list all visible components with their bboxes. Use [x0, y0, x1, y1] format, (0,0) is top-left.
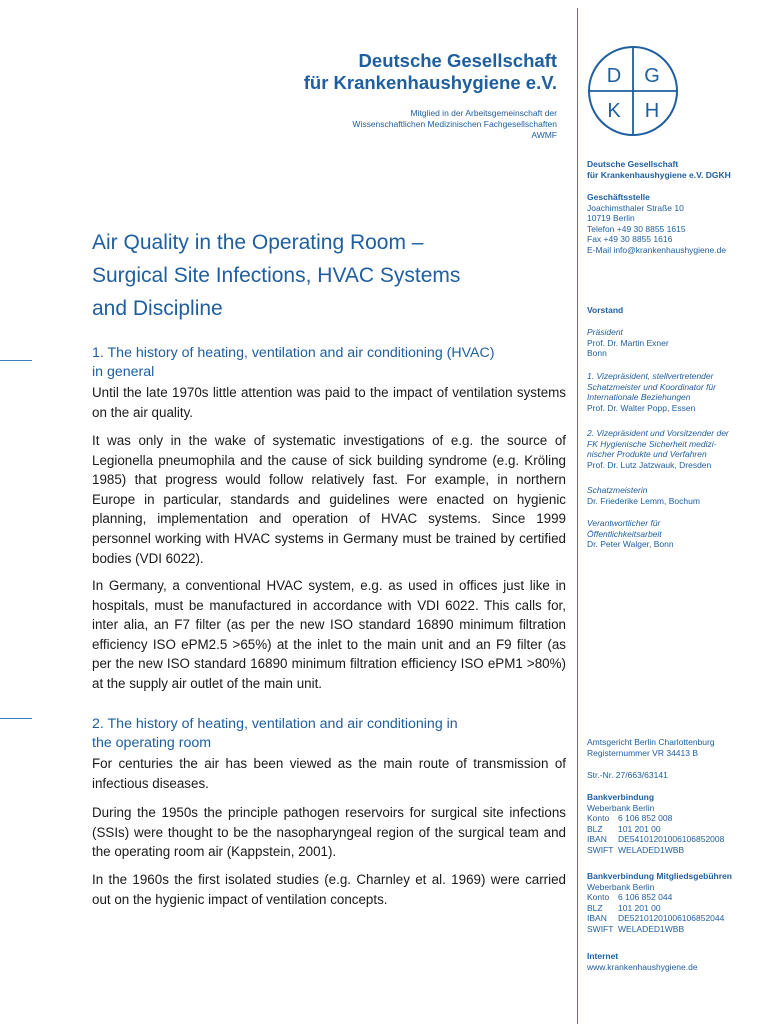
membership-note: Mitglied in der Arbeitsgemeinschaft der Wissenschaftlichen Medizinischen Fachgesellschaften AWMF	[352, 108, 557, 140]
email-link[interactable]: E-Mail info@krankenhaushygiene.de	[587, 244, 727, 255]
sidebar-pr: Verantwortlicher für Öffentlichkeitsarbeit Dr. Peter Walger, Bonn	[587, 518, 674, 549]
section-2-paragraph-3: In the 1960s the first isolated studies (e.g. Charnley et al. 1969) were carried out on the hygienic impact of ventilation concepts.	[92, 872, 566, 907]
section-1-heading: 1. The history of heating, ventilation and air conditioning (HVAC) in general	[92, 345, 495, 380]
svg-text:K: K	[607, 100, 621, 122]
sidebar-office: Geschäftsstelle Joachimsthaler Straße 10 10719 Berlin Telefon +49 30 8855 1615 Fax +49 30 8855 1616 E-Mail info@krankenhaushygiene.de	[587, 192, 763, 255]
organization-name: Deutsche Gesellschaft für Krankenhaushygiene e.V.	[303, 50, 557, 93]
section-1-paragraph-3: In Germany, a conventional HVAC system, e.g. as used in offices just like in hospitals, must be manufactured in accordance with VDI 6022. This calls for, inter alia, an F7 filter (as per the new ISO standard 16890 minimum filtration efficiency ISO ePM2.5 >65%) at the inlet to the main unit and an F9 filter (as per the new ISO standard 16890 minimum filtration efficiency ISO ePM1 >80%) at the supply air outlet of the main unit.	[92, 578, 566, 691]
section-2-heading: 2. The history of heating, ventilation and air conditioning in the operating room	[92, 716, 458, 751]
svg-text:G: G	[644, 65, 660, 87]
svg-text:H: H	[644, 100, 660, 122]
sidebar-divider	[577, 8, 578, 1024]
section-1-paragraph-2: It was only in the wake of systematic investigations of e.g. the source of Legionella pneumophila and the cause of sick building syndrome (e.g. Kröling 1985) that progress would follow relatively fast. For example, in northern Europe in particular, standards and guidelines were enacted on hygienic planning, implementation and operation of HVAC systems. Since 1999 personnel working with HVAC systems in Germany must be trained by certified bodies (VDI 6022).	[92, 433, 566, 566]
page-title: Air Quality in the Operating Room – Surgical Site Infections, HVAC Systems and Discipline	[92, 231, 461, 320]
sidebar-bank-membership: Bankverbindung Mitgliedsgebühren Weberbank Berlin Konto 6 106 852 044 BLZ 101 201 00 IBAN DE52101201006106852044 SWIFT WELADED1WBB	[587, 871, 732, 934]
fold-mark-top	[0, 360, 32, 361]
dgkh-logo	[586, 44, 680, 138]
website-link[interactable]: www.krankenhaushygiene.de	[587, 961, 698, 972]
sidebar-vice-president-2: 2. Vizepräsident und Vorsitzender der FK Hygienische Sicherheit medizi- nischer Produkte und Verfahren Prof. Dr. Lutz Jatzwauk, Dresden	[587, 428, 729, 470]
svg-text:D: D	[606, 65, 622, 87]
sidebar-internet: Internet www.krankenhaushygiene.de	[587, 951, 763, 972]
sidebar-president: Präsident Prof. Dr. Martin Exner Bonn	[587, 327, 669, 358]
sidebar-board-heading: Vorstand	[587, 305, 624, 315]
sidebar-vice-president-1: 1. Vizepräsident, stellvertretender Schatzmeister und Koordinator für Internationale Beziehungen Prof. Dr. Walter Popp, Essen	[587, 371, 716, 413]
section-1-paragraph-1: Until the late 1970s little attention was paid to the impact of ventilation systems on the air quality.	[92, 385, 566, 420]
sidebar-org: Deutsche Gesellschaft für Krankenhaushygiene e.V. DGKH	[587, 159, 731, 180]
sidebar-treasurer: Schatzmeisterin Dr. Friederike Lemm, Bochum	[587, 485, 700, 506]
fold-mark-bottom	[0, 718, 32, 719]
section-2-paragraph-2: During the 1950s the principle pathogen reservoirs for surgical site infections (SSIs) were thought to be the nasopharyngeal region of the surgical team and the operating room air (Kappstein, 2001).	[92, 805, 566, 860]
sidebar-tax-number: Str.-Nr. 27/663/63141	[587, 770, 668, 780]
section-2-paragraph-1: For centuries the air has been viewed as the main route of transmission of infectious diseases.	[92, 756, 566, 791]
sidebar-bank: Bankverbindung Weberbank Berlin Konto 6 106 852 008 BLZ 101 201 00 IBAN DE54101201006106852008 SWIFT WELADED1WBB	[587, 792, 725, 855]
sidebar-registration: Amtsgericht Berlin Charlottenburg Registernummer VR 34413 B	[587, 737, 715, 758]
